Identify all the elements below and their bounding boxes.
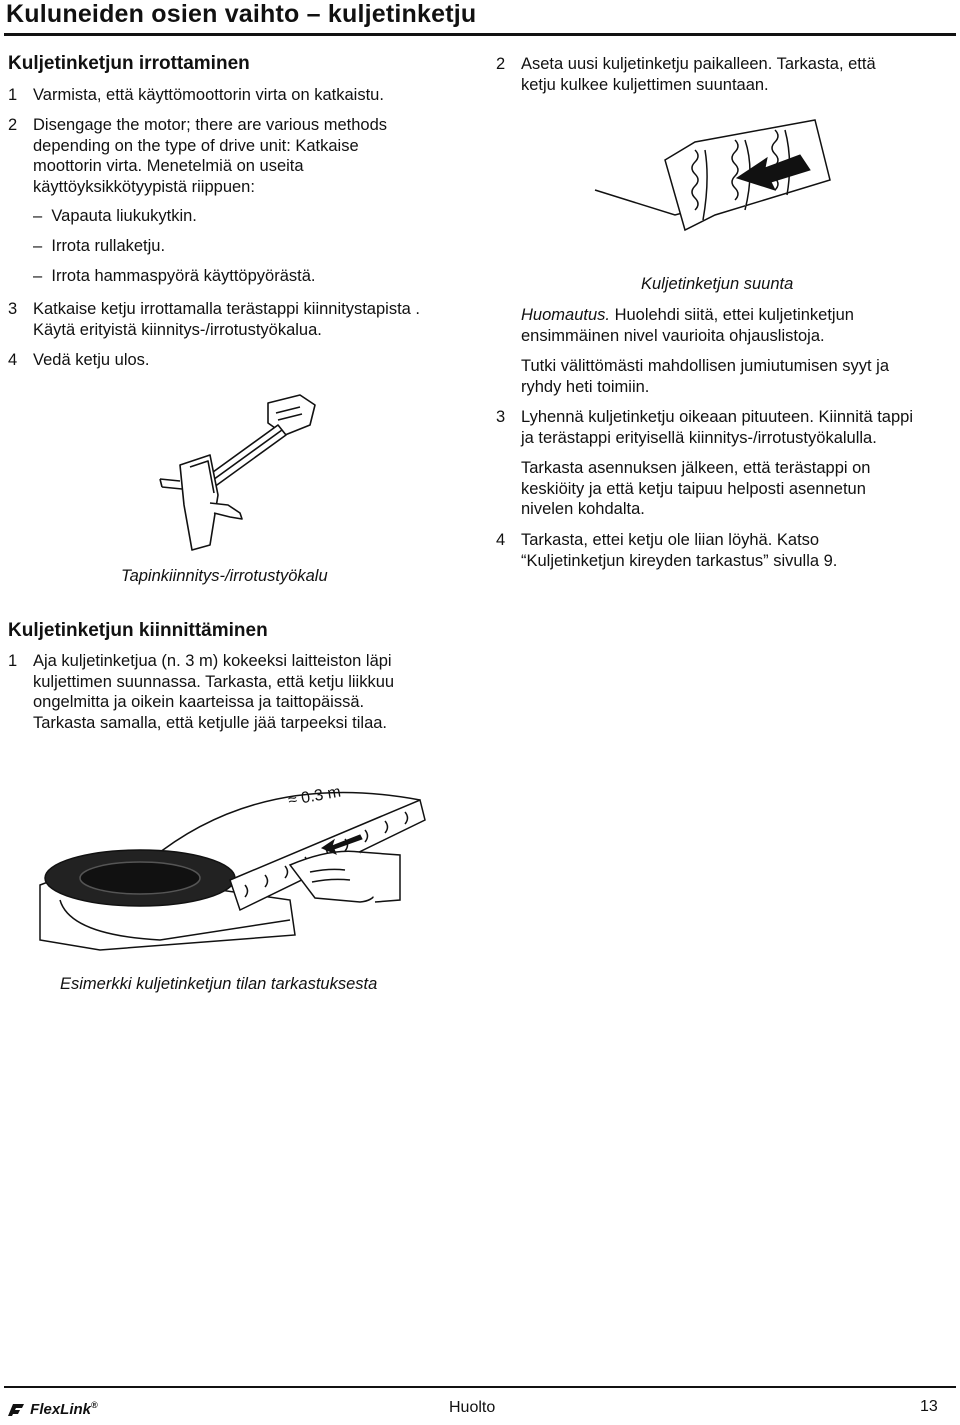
dash-item: – Irrota hammaspyörä käyttöpyörästä.: [33, 267, 316, 285]
step-line: Aja kuljetinketjua (n. 3 m) kokeeksi laitteiston läpi: [33, 652, 392, 670]
figure-dimension-label: ≈ 0.3 m: [286, 783, 343, 810]
step-line: Lyhennä kuljetinketju oikeaan pituuteen. Kiinnitä tappi: [521, 408, 914, 426]
step-number: 1: [8, 86, 18, 104]
flexlink-logo: FlexLink®: [6, 1400, 98, 1418]
step-text: Varmista, että käyttömoottorin virta on katkaistu.: [33, 86, 384, 104]
note-text: ensimmäinen nivel vaurioita ohjauslistoja.: [521, 326, 825, 345]
figure-caption-chain-direction: Kuljetinketjun suunta: [641, 275, 794, 293]
step-line: “Kuljetinketjun kireyden tarkastus” sivulla 9.: [521, 551, 838, 570]
step-number: 2: [496, 55, 506, 73]
figure-caption-tool: Tapinkiinnitys-/irrotustyökalu: [121, 567, 328, 585]
note-text: Huolehdi siitä, ettei kuljetinketjun: [614, 306, 854, 324]
flexlink-logo-icon: [6, 1402, 26, 1418]
note-line: Tarkasta asennuksen jälkeen, että terästappi on: [521, 459, 871, 477]
step-line: ongelmitta ja oikein kaarteissa ja taittopäissä.: [33, 693, 365, 711]
dash-item: – Vapauta liukukytkin.: [33, 207, 197, 225]
step-number: 1: [8, 652, 18, 670]
note: [521, 305, 854, 346]
note-label: Huomautus.: [521, 306, 610, 324]
page-title: Kuluneiden osien vaihto – kuljetinketju: [6, 0, 477, 28]
section-heading-removal: Kuljetinketjun irrottaminen: [8, 53, 250, 74]
note-line: ryhdy heti toimiin.: [521, 377, 650, 396]
step-line: ja terästappi erityisellä kiinnitys-/irrotustyökalulla.: [521, 428, 877, 447]
note-2: [521, 356, 889, 397]
step-number: 2: [8, 116, 18, 134]
step-number: 4: [496, 531, 506, 549]
step-line: käyttöyksikkötyypistä riippuen:: [33, 177, 255, 196]
step-line: Disengage the motor; there are various methods: [33, 116, 388, 134]
figure-caption-clearance: Esimerkki kuljetinketjun tilan tarkastuksesta: [60, 975, 378, 993]
section-heading-attach: Kuljetinketjun kiinnittäminen: [8, 620, 268, 641]
step-line: Aseta uusi kuljetinketju paikalleen. Tarkasta, että: [521, 55, 876, 73]
step-text: Vedä ketju ulos.: [33, 351, 150, 369]
page-number: 13: [920, 1398, 938, 1415]
step-line: Katkaise ketju irrottamalla terästappi kiinnitystapista .: [33, 300, 421, 318]
step-number: 3: [496, 408, 506, 426]
note-line: nivelen kohdalta.: [521, 500, 645, 518]
chain-direction-illustration: [595, 120, 835, 245]
pin-tool-illustration: [150, 395, 330, 565]
conveyor-clearance-illustration: [40, 760, 440, 960]
step-line: Tarkasta, ettei ketju ole liian löyhä. Katso: [521, 531, 820, 549]
step-line: Tarkasta samalla, että ketjulle jää tarpeeksi tilaa.: [33, 713, 388, 732]
note-line: Tutki välittömästi mahdollisen jumiutumisen syyt ja: [521, 357, 890, 375]
title-rule: [4, 33, 956, 36]
step-line: moottorin virta. Menetelmiä on useita: [33, 157, 304, 175]
brand-name: FlexLink: [30, 1401, 92, 1418]
step-number: 3: [8, 300, 18, 318]
dash-item: – Irrota rullaketju.: [33, 237, 166, 255]
step-line: kuljettimen suunnassa. Tarkasta, että ketju liikkuu: [33, 672, 395, 691]
step-line: Käytä erityistä kiinnitys-/irrotustyökalua.: [33, 320, 322, 339]
step-3-note: [521, 458, 870, 520]
step-number: 4: [8, 351, 18, 369]
footer-rule: [4, 1386, 956, 1388]
step-line: depending on the type of drive unit: Katkaise: [33, 136, 359, 155]
step-line: ketju kulkee kuljettimen suuntaan.: [521, 75, 769, 94]
footer-section: Huolto: [449, 1399, 496, 1416]
note-line: keskiöity ja että ketju taipuu helposti asennetun: [521, 479, 866, 498]
